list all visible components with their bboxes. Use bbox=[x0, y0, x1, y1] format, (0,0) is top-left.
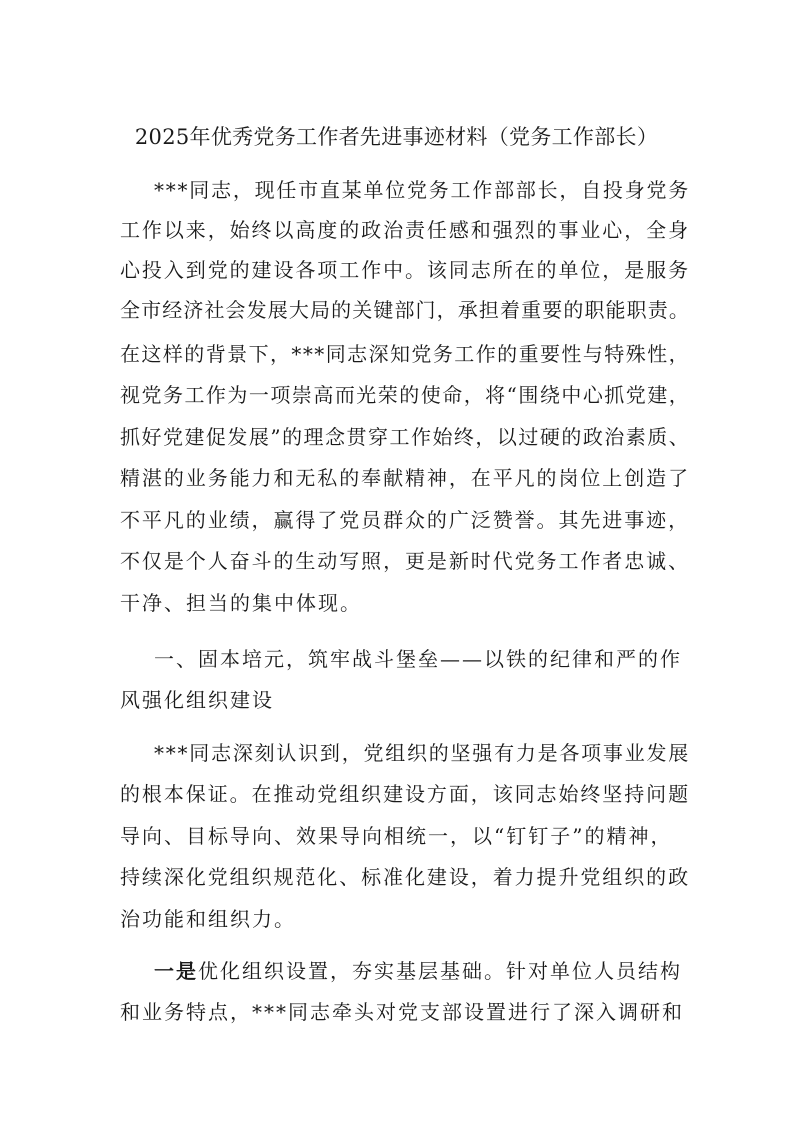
paragraph-1-line-7: 抓好党建促发展”的理念贯穿工作始终，以过硬的政治素质、 bbox=[120, 425, 691, 449]
paragraph-1-line-1: ***同志，现任市直某单位党务工作部部长，自投身党务 bbox=[154, 178, 690, 202]
paragraph-2-line-1: ***同志深刻认识到，党组织的坚强有力是各项事业发展 bbox=[154, 741, 690, 765]
paragraph-2-line-2: 的根本保证。在推动党组织建设方面，该同志始终坚持问题 bbox=[120, 782, 690, 806]
paragraph-1-line-4: 全市经济社会发展大局的关键部门，承担着重要的职能职责。 bbox=[120, 298, 690, 322]
paragraph-1-line-6: 视党务工作为一项崇高而光荣的使命，将“围绕中心抓党建， bbox=[120, 383, 691, 407]
paragraph-3-lead: 一是 bbox=[154, 959, 198, 983]
paragraph-1-line-11: 干净、担当的集中体现。 bbox=[120, 591, 362, 615]
document-title: 2025年优秀党务工作者先进事迹材料（党务工作部长） bbox=[134, 125, 659, 149]
paragraph-3-line-2: 和业务特点，***同志牵头对党支部设置进行了深入调研和 bbox=[120, 1000, 684, 1024]
paragraph-2-line-5: 治功能和组织力。 bbox=[120, 907, 296, 931]
section-heading-line-1: 一、固本培元，筑牢战斗堡垒——以铁的纪律和严的作 bbox=[154, 647, 682, 671]
section-heading-line-2: 风强化组织建设 bbox=[120, 688, 274, 712]
paragraph-1-line-5: 在这样的背景下，***同志深知党务工作的重要性与特殊性， bbox=[120, 342, 690, 366]
paragraph-2-line-3: 导向、目标导向、效果导向相统一，以“钉钉子”的精神， bbox=[120, 824, 673, 848]
paragraph-1-line-10: 不仅是个人奋斗的生动写照，更是新时代党务工作者忠诚、 bbox=[120, 549, 690, 573]
paragraph-2-line-4: 持续深化党组织规范化、标准化建设，着力提升党组织的政 bbox=[120, 865, 690, 889]
paragraph-3-line-1-text: 优化组织设置，夯实基层基础。针对单位人员结构 bbox=[198, 959, 682, 983]
paragraph-1-line-9: 不平凡的业绩，赢得了党员群众的广泛赞誉。其先进事迹， bbox=[120, 508, 690, 532]
paragraph-1-line-8: 精湛的业务能力和无私的奉献精神，在平凡的岗位上创造了 bbox=[120, 466, 690, 490]
paragraph-3-line-1 bbox=[154, 956, 682, 986]
paragraph-1-line-2: 工作以来，始终以高度的政治责任感和强烈的事业心，全身 bbox=[120, 218, 690, 242]
paragraph-1-line-3: 心投入到党的建设各项工作中。该同志所在的单位，是服务 bbox=[120, 258, 690, 282]
